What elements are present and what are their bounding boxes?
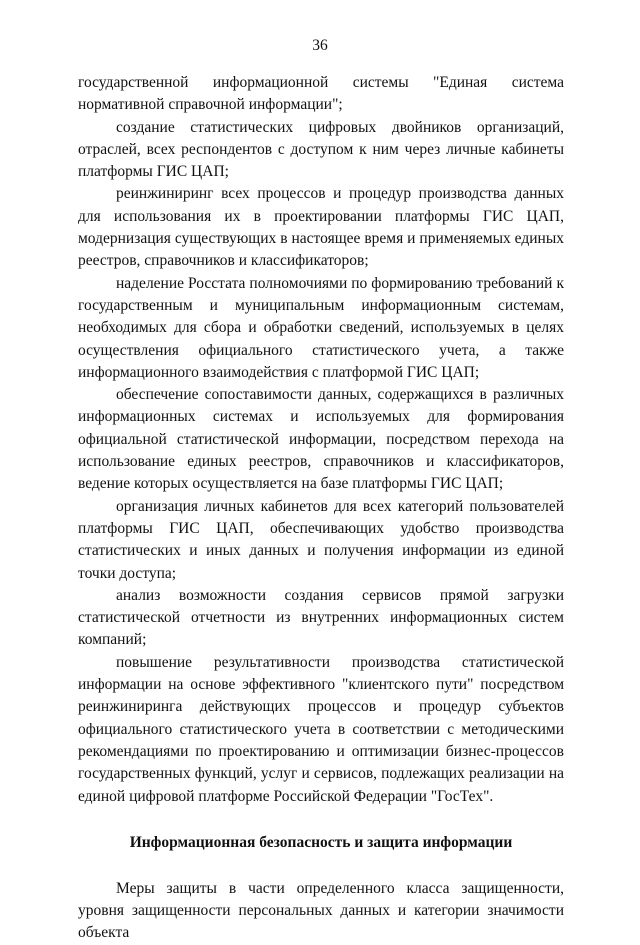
paragraph-5: обеспечение сопоставимости данных, содержащихся в различных информационных системах и используемых для формирования официальной статистической информации, посредством перехода на использование единых реестров, справочников и классификаторов, ведение которых осуществляется на базе платформы ГИС ЦАП; — [78, 386, 564, 493]
section-heading: Информационная безопасность и защита информации — [129, 833, 513, 851]
paragraph-8: повышение результативности производства статистической информации на основе эффективного "клиентского пути" посредством реинжиниринга действующих процессов и процедур субъектов официального статистического учета в соответствии с методическими рекомендациями по проектированию и оптимизации бизнес-процессов государственных функций, услуг и сервисов, подлежащих реализации на единой цифровой платформе Российской Федерации "ГосТех". — [78, 653, 564, 805]
paragraph-3: реинжиниринг всех процессов и процедур производства данных для использования их в проектировании платформы ГИС ЦАП, модернизация существующих в настоящее время и применяемых единых реестров, справочников и классификаторов; — [78, 185, 564, 270]
final-paragraph: Меры защиты в части определенного класса защищенности, уровня защищенности персональных данных и категории значимости объекта — [78, 879, 564, 942]
page-number: 36 — [312, 37, 328, 54]
document-body — [78, 72, 564, 945]
paragraph-6: организация личных кабинетов для всех категорий пользователей платформы ГИС ЦАП, обеспечивающих удобство производства статистических и иных данных и получения информации из единой точки доступа; — [78, 497, 564, 582]
paragraph-4: наделение Росстата полномочиями по формированию требований к государственным и муниципальным информационным системам, необходимых для сбора и обработки сведений, используемых в целях осуществления официального статистического учета, а также информационного взаимодействия с платформой ГИС ЦАП; — [78, 274, 564, 381]
paragraph-7: анализ возможности создания сервисов прямой загрузки статистической отчетности из внутренних информационных систем компаний; — [78, 586, 564, 649]
paragraph-2: создание статистических цифровых двойников организаций, отраслей, всех респондентов с доступом к ним через личные кабинеты платформы ГИС ЦАП; — [78, 118, 564, 181]
paragraph-1: государственной информационной системы "Единая система нормативной справочной информации"; — [78, 74, 564, 114]
